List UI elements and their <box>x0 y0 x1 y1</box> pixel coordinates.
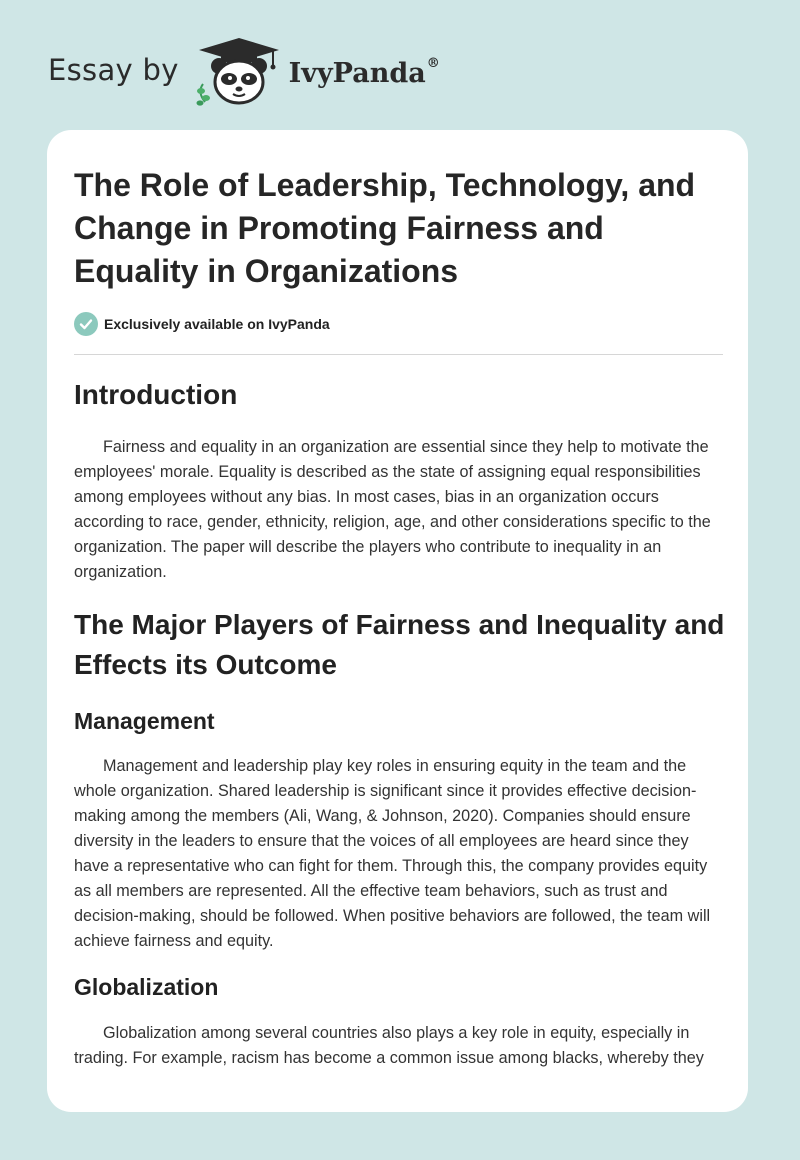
section-paragraph-introduction: Fairness and equality in an organization are essential since they help to motivate the employees' morale. Equality is described as the state of assigning equal responsibilities among employees without any bias. In most cases, bias in an organization occurs according to race, gender, ethnicity, religion, age, and other considerations specific to the organization. The paper will describe the players who contribute to inequality in an organization. <box>74 438 711 581</box>
essay-content <box>74 164 725 1071</box>
subsection-paragraph-globalization: Globalization among several countries also plays a key role in equity, especially in trading. For example, racism has become a common issue among blacks, whereby they <box>74 1024 704 1067</box>
brand-name: IvyPanda® <box>288 55 440 89</box>
subsection-paragraph-management: Management and leadership play key roles in ensuring equity in the team and the whole organization. Shared leadership is significant since it provides effective decision-making among the members (Ali, Wang, & Johnson, 2020). Companies should ensure diversity in the leaders to ensure that the voices of all employees are heard since they have a representative who can fight for them. Through this, the company provides equity as all members are represented. All the effective team behaviors, such as trust and decision-making, should be followed. When positive behaviors are followed, the team will achieve fairness and equity. <box>74 757 711 950</box>
section-heading-major-players: The Major Players of Fairness and Inequality and Effects its Outcome <box>74 609 725 680</box>
title-divider <box>74 354 723 355</box>
check-circle-icon <box>74 312 98 336</box>
registered-mark: ® <box>426 55 440 71</box>
section-heading-introduction: Introduction <box>74 379 238 410</box>
subsection-heading-globalization: Globalization <box>74 974 219 1000</box>
exclusive-badge-text: Exclusively available on IvyPanda <box>104 316 330 332</box>
brand-prefix: Essay by <box>48 53 179 87</box>
essay-card <box>47 130 748 1112</box>
brand-header <box>48 36 440 108</box>
exclusive-badge <box>74 311 725 337</box>
ivypanda-logo-link[interactable] <box>193 36 440 108</box>
subsection-heading-management: Management <box>74 708 215 734</box>
essay-title: The Role of Leadership, Technology, and Change in Promoting Fairness and Equality in Organizations <box>74 167 696 289</box>
panda-logo-icon <box>193 36 285 108</box>
